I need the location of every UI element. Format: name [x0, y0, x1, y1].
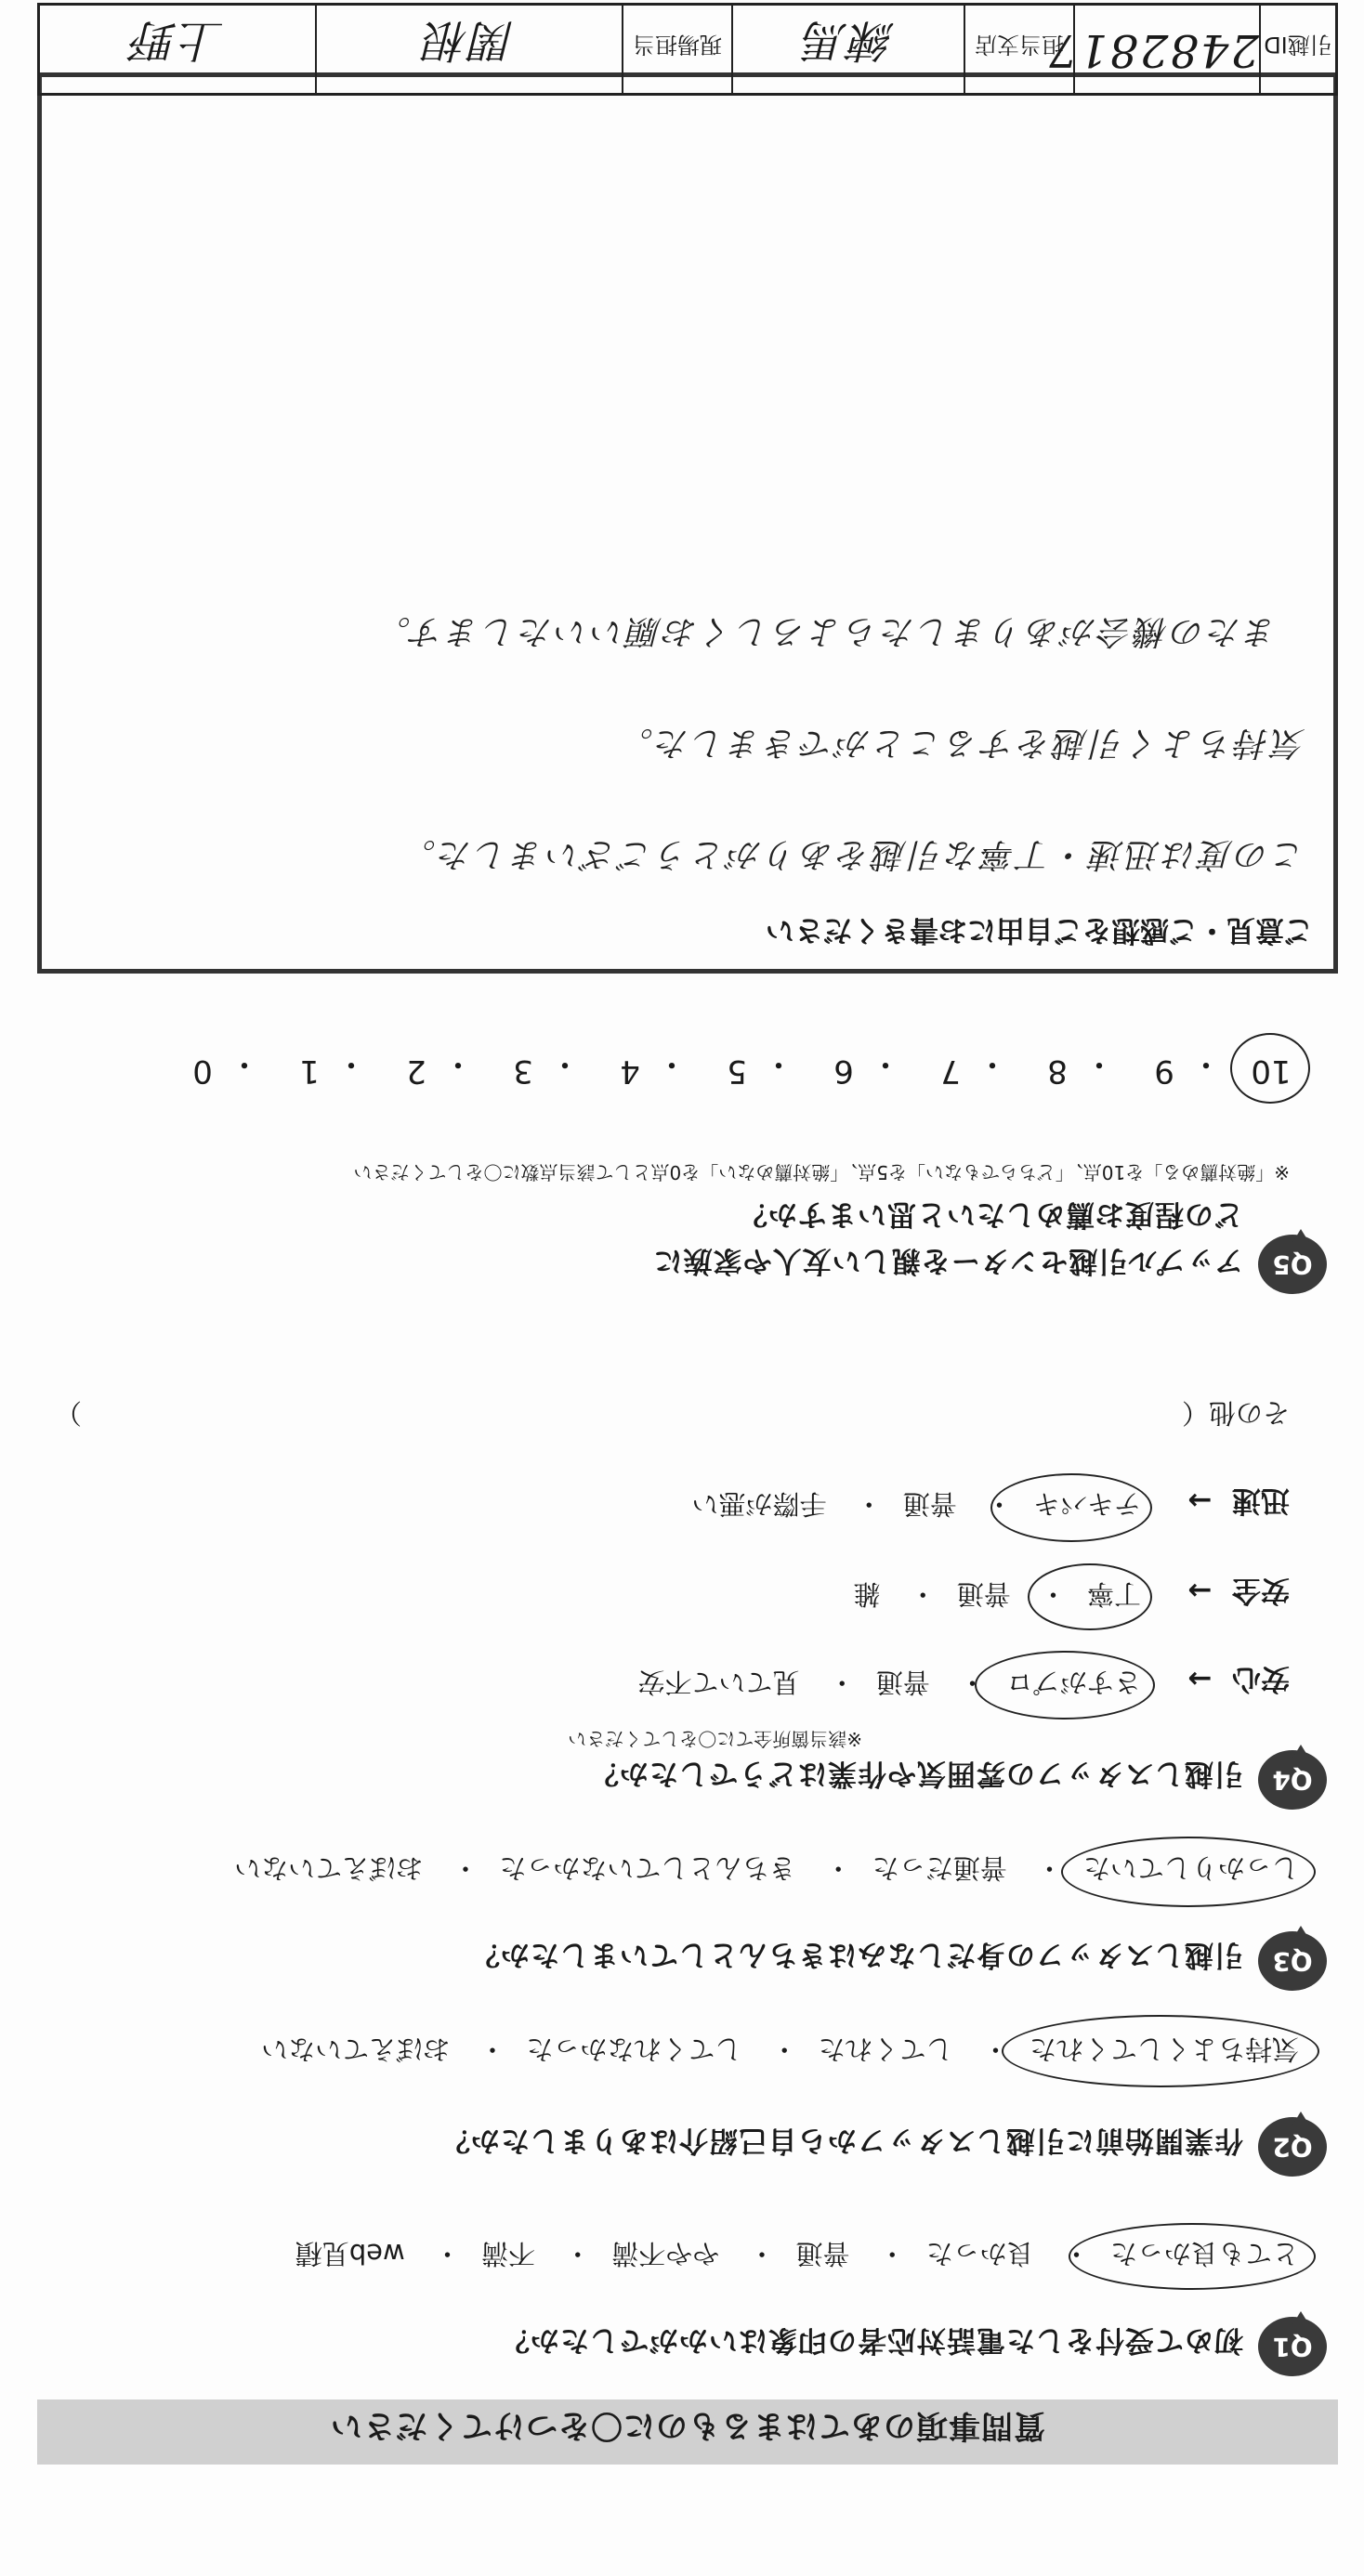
id-label-cell	[1259, 6, 1335, 93]
q4-other-close: ）	[54, 1397, 82, 1429]
q4-note: ※該当箇所全てに〇をしてください	[568, 1728, 862, 1750]
q4-row-options: さすがプロ・ 普通・ 見ていて不安	[637, 1665, 1141, 1703]
q5-question-line1: アップル引越センターを親しい友人や家族に	[652, 1244, 1243, 1277]
q2-question: 作業開始前に引越しスタッフから自己紹介はありましたか？	[440, 2124, 1243, 2157]
q4-row-label: 安全 →	[1187, 1574, 1290, 1607]
q1-badge: Q1	[1258, 2317, 1327, 2376]
q2-options: 気持ちよくしてくれた・ してくれた・ してくれなかった・ おぼえていない	[261, 2032, 1299, 2070]
q5-scale-value[interactable]: 5	[727, 1053, 747, 1090]
q1-question: 初めて受付をした電話対応者の印象はいかがでしたか？	[500, 2323, 1243, 2357]
q2-option[interactable]: してくれた	[818, 2033, 953, 2065]
q5-scale-value[interactable]: 1	[299, 1053, 320, 1090]
survey-header	[37, 2399, 1338, 2465]
info-table	[37, 3, 1338, 96]
q4-option[interactable]: 普通	[875, 1667, 930, 1698]
q4-option[interactable]: さすがプロ	[1005, 1667, 1141, 1698]
staff-value: 関根	[423, 14, 517, 66]
q2-option[interactable]: おぼえていない	[261, 2033, 451, 2065]
q3-option[interactable]: 普通だった	[872, 1852, 1007, 1884]
q4-row-label: 迅速 →	[1187, 1484, 1290, 1517]
q4-badge: Q4	[1258, 1750, 1327, 1810]
q3-badge: Q3	[1258, 1931, 1327, 1991]
id-value: 2482817	[1047, 24, 1259, 76]
q4-option[interactable]: 雑	[853, 1578, 881, 1610]
branch-value: 練馬	[802, 14, 896, 66]
q4-other	[1182, 1395, 1290, 1433]
staff-value-cell	[40, 6, 315, 93]
q2-selected-circle	[1002, 2015, 1319, 2087]
branch-value-cell	[731, 6, 964, 93]
q5-question-line2: どの程度お薦めしたいと思いますか？	[738, 1197, 1243, 1231]
q2-option[interactable]: してくれなかった	[526, 2033, 742, 2065]
q5-scale-value[interactable]: 10	[1251, 1053, 1292, 1090]
comment-box	[37, 72, 1338, 974]
q5-note: ※「絶対薦める」を10点、「どちらでもない」を5点、「絶対薦めない」を0点として該当点数に〇をしてください	[353, 1161, 1290, 1183]
q1-option[interactable]: 普通	[795, 2238, 850, 2269]
q4-option[interactable]: 普通	[956, 1578, 1011, 1610]
handwritten-comment-line: 気持ちよく引越をすることができました。	[616, 724, 1305, 762]
id-label: 引越ID	[1264, 32, 1332, 58]
q3-question: 引越しスタッフの身だしなみはきちんとしていましたか？	[470, 1938, 1243, 1971]
q4-option[interactable]: 丁寧	[1086, 1578, 1141, 1610]
id-value-cell	[1047, 6, 1259, 93]
q5-scale-value[interactable]: 8	[1047, 1053, 1068, 1090]
q4-selected-circle	[975, 1651, 1155, 1720]
q4-row-options: テキパキ・ 普通・ 手際が悪い	[691, 1486, 1141, 1524]
q4-selected-circle	[1028, 1563, 1152, 1630]
q5-scale: 10 ・ 9 ・ 8 ・ 7 ・ 6 ・ 5 ・ 4 ・ 3 ・ 2 ・ 1 ・ 0	[72, 1034, 1299, 1090]
q4-row-label: 安心 →	[1187, 1662, 1290, 1695]
q5-scale-value[interactable]: 6	[833, 1053, 854, 1090]
q1-options: とても良かった・ 良かった・ 普通・ やや不満・ 不満・ web見積	[295, 2236, 1299, 2274]
staff-label: 現場担当	[633, 32, 722, 58]
q5-scale-value[interactable]: 4	[620, 1053, 640, 1090]
staff-value-cell	[315, 6, 622, 93]
q4-row-options: 丁寧・ 普通・ 雑	[853, 1576, 1141, 1615]
q1-selected-circle	[1069, 2223, 1316, 2290]
staff-label-cell	[622, 6, 731, 93]
q5-scale-value[interactable]: 0	[192, 1053, 213, 1090]
q5-selected-circle	[1230, 1033, 1310, 1104]
q2-badge: Q2	[1258, 2117, 1327, 2177]
staff-value: 上野	[131, 14, 225, 66]
q4-option[interactable]: テキパキ	[1032, 1488, 1141, 1520]
handwritten-comment-line: またの機会がありましたらよろしくお願いいたします。	[374, 612, 1278, 650]
q5-scale-value[interactable]: 3	[513, 1053, 533, 1090]
q1-option[interactable]: 良かった	[925, 2238, 1034, 2269]
q1-option[interactable]: web見積	[295, 2238, 405, 2269]
q5-scale-value[interactable]: 9	[1154, 1053, 1174, 1090]
q3-options: しっかりしていた・ 普通だった・ きちんとしていなかった・ おぼえていない	[234, 1850, 1299, 1889]
q4-selected-circle	[990, 1473, 1152, 1542]
q3-option[interactable]: おぼえていない	[234, 1852, 424, 1884]
q3-option[interactable]: しっかりしていた	[1082, 1852, 1299, 1884]
q5-badge: Q5	[1258, 1235, 1327, 1294]
survey-header-text: 質問事項のあてはまるものに〇をつけてください	[330, 2407, 1045, 2444]
q4-option[interactable]: 見ていて不安	[637, 1667, 800, 1698]
handwritten-comment-line: この度は迅速・丁寧な引越をありがとうございました。	[399, 835, 1305, 873]
comment-title: ご意見・ご感想をご自由にお書きください	[766, 913, 1313, 947]
branch-label-cell	[964, 6, 1073, 93]
q1-option[interactable]: 不満	[480, 2238, 535, 2269]
q3-selected-circle	[1061, 1837, 1316, 1907]
q1-option[interactable]: とても良かった	[1109, 2238, 1299, 2269]
branch-label: 担当支店	[975, 32, 1064, 58]
q4-option[interactable]: 手際が悪い	[691, 1488, 827, 1520]
q1-option[interactable]: やや不満	[611, 2238, 720, 2269]
q4-question: 引越しスタッフの雰囲気や作業はどうでしたか？	[589, 1757, 1243, 1790]
q5-scale-value[interactable]: 7	[940, 1053, 961, 1090]
q3-option[interactable]: きちんとしていなかった	[499, 1852, 796, 1884]
q2-option[interactable]: 気持ちよくしてくれた	[1029, 2033, 1299, 2065]
q4-other-label: その他（	[1181, 1397, 1290, 1429]
q5-scale-value[interactable]: 2	[406, 1053, 426, 1090]
q4-option[interactable]: 普通	[902, 1488, 957, 1520]
